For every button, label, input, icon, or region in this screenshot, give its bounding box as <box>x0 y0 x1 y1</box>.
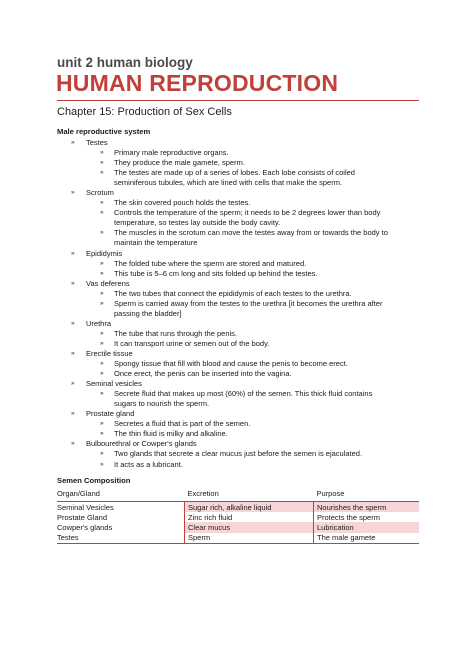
outline-subitem <box>57 238 427 248</box>
outline-subitem <box>57 269 427 279</box>
bullet-icon: » <box>100 299 104 307</box>
outline-subitem <box>57 259 427 269</box>
outline-item <box>57 188 427 198</box>
outline-text: This tube is 5–6 cm long and sits folded up behind the testes. <box>114 268 318 278</box>
outline-subitem <box>57 299 427 309</box>
outline-text: Bulbourethral or Cowper's glands <box>86 439 197 449</box>
outline-text: Urethra <box>86 318 112 328</box>
outline-subitem <box>57 359 427 369</box>
outline-text: The muscles in the scrotum can move the testes away from or towards the body to <box>114 228 388 238</box>
bullet-icon: » <box>71 349 75 357</box>
outline-text: The folded tube where the sperm are stored and matured. <box>114 258 307 268</box>
bullet-icon: » <box>100 169 104 177</box>
column-header-purpose: Purpose <box>314 487 420 502</box>
organ-cell: Testes <box>57 533 185 544</box>
outline-text: The two tubes that connect the epididymis of each testes to the urethra. <box>114 288 352 298</box>
outline-subitem <box>57 309 427 319</box>
bullet-icon: » <box>100 199 104 207</box>
outline-item <box>57 439 427 449</box>
table-header-row <box>57 487 419 502</box>
bullet-icon: » <box>100 390 104 398</box>
outline-text: passing the bladder] <box>114 308 182 318</box>
bullet-icon: » <box>71 189 75 197</box>
excretion-cell: Zinc rich fluid <box>185 512 314 522</box>
outline-text: Two glands that secrete a clear mucus just before the semen is ejaculated. <box>114 449 363 459</box>
excretion-cell: Sperm <box>185 533 314 544</box>
outline-text: temperature, so testes lay outside the body cavity. <box>114 218 281 228</box>
bullet-icon: » <box>100 209 104 217</box>
bullet-icon: » <box>71 279 75 287</box>
composition-heading: Semen Composition <box>57 476 131 485</box>
outline-text: Controls the temperature of the sperm; it needs to be 2 degrees lower than body <box>114 208 381 218</box>
outline-subitem <box>57 289 427 299</box>
outline-text: They produce the male gamete, sperm. <box>114 158 245 168</box>
organ-cell: Cowper's glands <box>57 522 113 532</box>
outline-item <box>57 409 427 419</box>
bullet-icon: » <box>100 360 104 368</box>
page-title: HUMAN REPRODUCTION <box>56 70 339 96</box>
outline-text: seminiferous tubules, which are lined with cells that make the sperm. <box>114 178 343 188</box>
purpose-cell: Lubrication <box>314 522 420 532</box>
outline-item <box>57 279 427 289</box>
bullet-icon: » <box>71 319 75 327</box>
section-heading: Male reproductive system <box>57 127 151 136</box>
purpose-cell: Nourishes the sperm <box>314 502 420 513</box>
table-row <box>57 502 419 513</box>
outline-text: The tube that runs through the penis. <box>114 328 237 338</box>
outline-subitem <box>57 419 427 429</box>
bullet-icon: » <box>71 139 75 146</box>
outline-text: It can transport urine or semen out of the body. <box>114 338 270 348</box>
excretion-cell: Sugar rich, alkaline liquid <box>185 502 314 513</box>
composition-table <box>57 487 419 544</box>
outline-item <box>57 249 427 259</box>
bullet-icon: » <box>100 329 104 337</box>
outline-item <box>57 349 427 359</box>
outline-subitem <box>57 399 427 409</box>
outline-subitem <box>57 178 427 188</box>
outline-item <box>57 379 427 389</box>
outline-text: Sperm is carried away from the testes to the urethra [it becomes the urethra after <box>114 298 383 308</box>
bullet-icon: » <box>100 370 104 378</box>
outline-text: Spongy tissue that fill with blood and cause the penis to become erect. <box>114 359 348 369</box>
outline-subitem <box>57 168 427 178</box>
bullet-icon: » <box>71 380 75 388</box>
outline-text: Erectile tissue <box>86 348 133 358</box>
outline-subitem <box>57 158 427 168</box>
outline-subitem <box>57 449 427 459</box>
outline-text: Once erect, the penis can be inserted into the vagina. <box>114 369 292 379</box>
bullet-icon: » <box>100 149 104 157</box>
unit-subtitle: unit 2 human biology <box>57 55 193 70</box>
outline-subitem <box>57 148 427 158</box>
bullet-icon: » <box>100 460 104 468</box>
bullet-icon: » <box>71 249 75 257</box>
outline-item <box>57 138 427 148</box>
outline-text: Epididymis <box>86 248 123 258</box>
outline-subitem <box>57 369 427 379</box>
bullet-icon: » <box>100 269 104 277</box>
bullet-icon: » <box>100 159 104 167</box>
bullet-icon: » <box>100 229 104 237</box>
outline-text: Testes <box>86 138 108 147</box>
bullet-icon: » <box>100 259 104 267</box>
table-row <box>57 512 419 522</box>
table-row <box>57 533 419 544</box>
bullet-icon: » <box>71 410 75 418</box>
outline-text: Scrotum <box>86 188 114 198</box>
bullet-icon: » <box>100 450 104 458</box>
outline-text: maintain the temperature <box>114 238 198 248</box>
bullet-icon: » <box>71 440 75 448</box>
bullet-icon: » <box>100 420 104 428</box>
outline-item <box>57 319 427 329</box>
outline-subitem <box>57 198 427 208</box>
column-header-organ: Organ/Gland <box>57 487 185 502</box>
outline-text: The thin fluid is milky and alkaline. <box>114 429 228 439</box>
outline-text: The testes are made up of a series of lobes. Each lobe consists of coiled <box>114 168 355 178</box>
bullet-icon: » <box>100 339 104 347</box>
chapter-heading: Chapter 15: Production of Sex Cells <box>57 106 232 118</box>
outline-subitem <box>57 339 427 349</box>
organ-cell: Seminal Vesicles <box>57 502 114 512</box>
outline-text: Secretes a fluid that is part of the semen. <box>114 419 251 429</box>
outline-subitem <box>57 389 427 399</box>
outline-text: Vas deferens <box>86 278 130 288</box>
outline-subitem <box>57 429 427 439</box>
table-row <box>57 522 419 532</box>
title-divider <box>57 100 419 101</box>
outline-text: The skin covered pouch holds the testes. <box>114 198 251 208</box>
outline-subitem <box>57 460 427 470</box>
organ-cell: Prostate Gland <box>57 512 108 522</box>
outline-text: Secrete fluid that makes up most (60%) of the semen. This thick fluid contains <box>114 389 373 399</box>
outline-subitem <box>57 329 427 339</box>
purpose-cell: The male gamete <box>314 533 420 544</box>
outline-text: It acts as a lubricant. <box>114 459 183 469</box>
purpose-cell: Protects the sperm <box>317 512 380 522</box>
bullet-icon: » <box>100 289 104 297</box>
outline-text: sugars to nourish the sperm. <box>114 399 210 409</box>
column-header-excretion: Excretion <box>185 487 314 502</box>
outline-text: Primary male reproductive organs. <box>114 148 229 158</box>
outline-text: Prostate gland <box>86 409 135 419</box>
excretion-cell: Clear mucus <box>185 522 314 532</box>
outline-subitem <box>57 228 427 238</box>
outline-subitem <box>57 218 427 228</box>
outline-list <box>57 138 427 470</box>
outline-subitem <box>57 208 427 218</box>
outline-text: Seminal vesicles <box>86 379 142 389</box>
bullet-icon: » <box>100 430 104 438</box>
